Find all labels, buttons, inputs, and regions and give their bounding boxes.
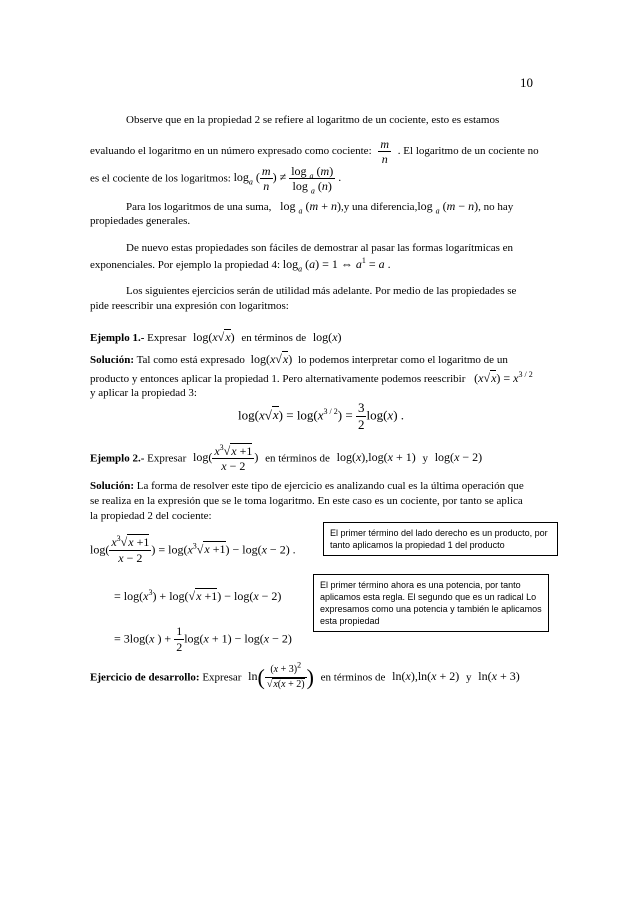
example-2-solution-line2 bbox=[90, 494, 550, 508]
paragraph-exponential bbox=[90, 241, 550, 255]
p4-text-a: Los siguientes ejercicios serán de utilidad más adelante. Por medio de las propiedades se bbox=[126, 285, 517, 297]
example-1-label: Ejemplo 1.- bbox=[90, 332, 145, 344]
paragraph-exercises-intro bbox=[90, 284, 550, 298]
formula-log-sum: log $_a$ (m + n) bbox=[280, 199, 341, 216]
p2-text-a: Para los logaritmos de una suma, bbox=[126, 201, 272, 213]
formula-step-2: = $\log(x^3) + \log(√x +1) - \log(x - 2)$ bbox=[114, 588, 282, 603]
formula-log-x-sqrt-x: log(x√x) bbox=[192, 330, 235, 344]
ej1-text-b: en términos de bbox=[241, 332, 307, 344]
example-1-solution-line2 bbox=[90, 371, 533, 386]
formula-practice: ln( $\frac{(x + 3)^2}{√x(x + 2)}$ ) bbox=[248, 660, 314, 690]
p2-text-b: ,y una diferencia, bbox=[340, 201, 418, 213]
p4-text-b: pide reescribir una expresión con logaritmos: bbox=[90, 300, 289, 312]
p2-text-d: propiedades generales. bbox=[90, 215, 191, 227]
paragraph-exercises-intro-line2 bbox=[90, 299, 289, 313]
formula-log-quotient: $\log_a$ ( $\frac{m}{n}$ ) ≠ $\frac{\log _a (m)}{\log _a (n)}$ . bbox=[233, 164, 342, 196]
paragraph-quotient-line3 bbox=[90, 164, 342, 196]
ej1-sol-a: Tal como está expresado bbox=[136, 354, 245, 366]
formula-example-1-result: $\log(x√x) = \log(x^{3 / 2})$ = $\frac{3}{2}$ log(x) . bbox=[238, 400, 405, 432]
ej1-text-a: Expresar bbox=[147, 332, 187, 344]
ej2-sol-b: se realiza en la expresión que se le toma logaritmo. En este caso es un cociente, por tanto se aplica bbox=[90, 495, 523, 507]
frac-den: n bbox=[381, 152, 388, 166]
ej1-sol-c: producto y entonces aplicar la propiedad 1. Pero alternativamente podemos reescribir bbox=[90, 373, 466, 385]
formula-log-diff: log $_a$ (m − n) bbox=[417, 199, 479, 216]
paragraph-quotient bbox=[90, 113, 548, 127]
fraction-m-over-n bbox=[378, 137, 391, 166]
page-number: 10 bbox=[520, 75, 533, 90]
example-2-statement bbox=[90, 444, 482, 473]
formula-log-x: log(x) bbox=[312, 330, 342, 344]
example-1-solution bbox=[90, 352, 550, 367]
ej2-text-y: y bbox=[422, 452, 428, 465]
p1-text-d: es el cociente de los logaritmos: bbox=[90, 172, 231, 185]
formula-log-x-sqrt-x-2: log(x√x) bbox=[250, 352, 293, 366]
ej1-sol-d: y aplicar la propiedad 3: bbox=[90, 387, 197, 399]
p1-text-b: evaluando el logaritmo en un número expresado como cociente: bbox=[90, 145, 372, 158]
practice-exercise bbox=[90, 660, 520, 692]
example-1-solution-line3 bbox=[90, 386, 197, 400]
paragraph-exponential-line2 bbox=[90, 257, 391, 272]
annotation-box-power: El primer término ahora es una potencia, por tanto aplicamos esta regla. El segundo que es un radical Lo expresamos como una potencia y también le aplicamos esta propiedad bbox=[313, 574, 549, 632]
formula-example-2: log( $\frac{x^3√x +1}{x - 2}$ ) bbox=[192, 443, 259, 473]
p1-text-a: Observe que en la propiedad 2 se refiere al logaritmo de un cociente, esto es estamos bbox=[126, 114, 500, 126]
ej2-text-a: Expresar bbox=[147, 452, 187, 465]
formula-terms-2: log(x),log(x + 1) bbox=[336, 450, 416, 465]
frac-num: m bbox=[380, 137, 390, 151]
formula-property-4: $\log_a (a) = 1$ ⇔ $a^1 = a$ . bbox=[282, 256, 391, 274]
ej1-solution-label: Solución: bbox=[90, 354, 135, 366]
annotation-box-product: El primer término del lado derecho es un producto, por tanto aplicamos la propiedad 1 del producto bbox=[323, 522, 558, 556]
formula-ln-x-plus-3: ln(x + 3) bbox=[478, 669, 520, 684]
ej2-text-b: en términos de bbox=[265, 452, 330, 465]
ej1-sol-b: lo podemos interpretar como el logaritmo de un bbox=[297, 354, 508, 366]
p3-text-a: De nuevo estas propiedades son fáciles de demostrar al pasar las formas logarítmicas en bbox=[126, 242, 514, 254]
example-2-solution bbox=[90, 479, 550, 493]
example-2-label: Ejemplo 2.- bbox=[90, 452, 145, 465]
ejd-text-y: y bbox=[466, 671, 472, 684]
formula-step-1: log( $\frac{x^3√x +1}{x - 2}$ ) = $\log(x^3√x +1) - \log(x - 2)$ . bbox=[90, 534, 296, 565]
formula-rewrite-power: $(x√x) = x^{3 / 2}$ bbox=[474, 370, 533, 385]
ej2-sol-a: La forma de resolver este tipo de ejercicio es analizando cual es la última operación que bbox=[136, 480, 524, 492]
p2-text-c: , no hay bbox=[478, 201, 514, 213]
ej2-solution-label: Solución: bbox=[90, 480, 135, 492]
formula-practice-terms: ln(x),ln(x + 2) bbox=[392, 669, 460, 684]
paragraph-sum-difference-line2 bbox=[90, 214, 190, 228]
formula-step-3: = 3log(x ) + $\frac{1}{2}$ log(x + 1) − log(x − 2) bbox=[114, 624, 292, 654]
example-2-solution-line3 bbox=[90, 509, 212, 523]
formula-log-x-minus-2: log(x − 2) bbox=[434, 450, 483, 465]
ejd-text-a: Expresar bbox=[202, 671, 242, 684]
ejd-text-b: en términos de bbox=[320, 671, 386, 684]
example-1-statement bbox=[90, 330, 342, 345]
p3-text-b: exponenciales. Por ejemplo la propiedad 4: bbox=[90, 259, 280, 271]
ej2-sol-c: la propiedad 2 del cociente: bbox=[90, 510, 212, 522]
practice-label: Ejercicio de desarrollo: bbox=[90, 671, 200, 684]
paragraph-sum-difference bbox=[90, 199, 550, 214]
paragraph-quotient-line2 bbox=[90, 137, 550, 166]
p1-text-c: . El logaritmo de un cociente no bbox=[397, 145, 539, 158]
